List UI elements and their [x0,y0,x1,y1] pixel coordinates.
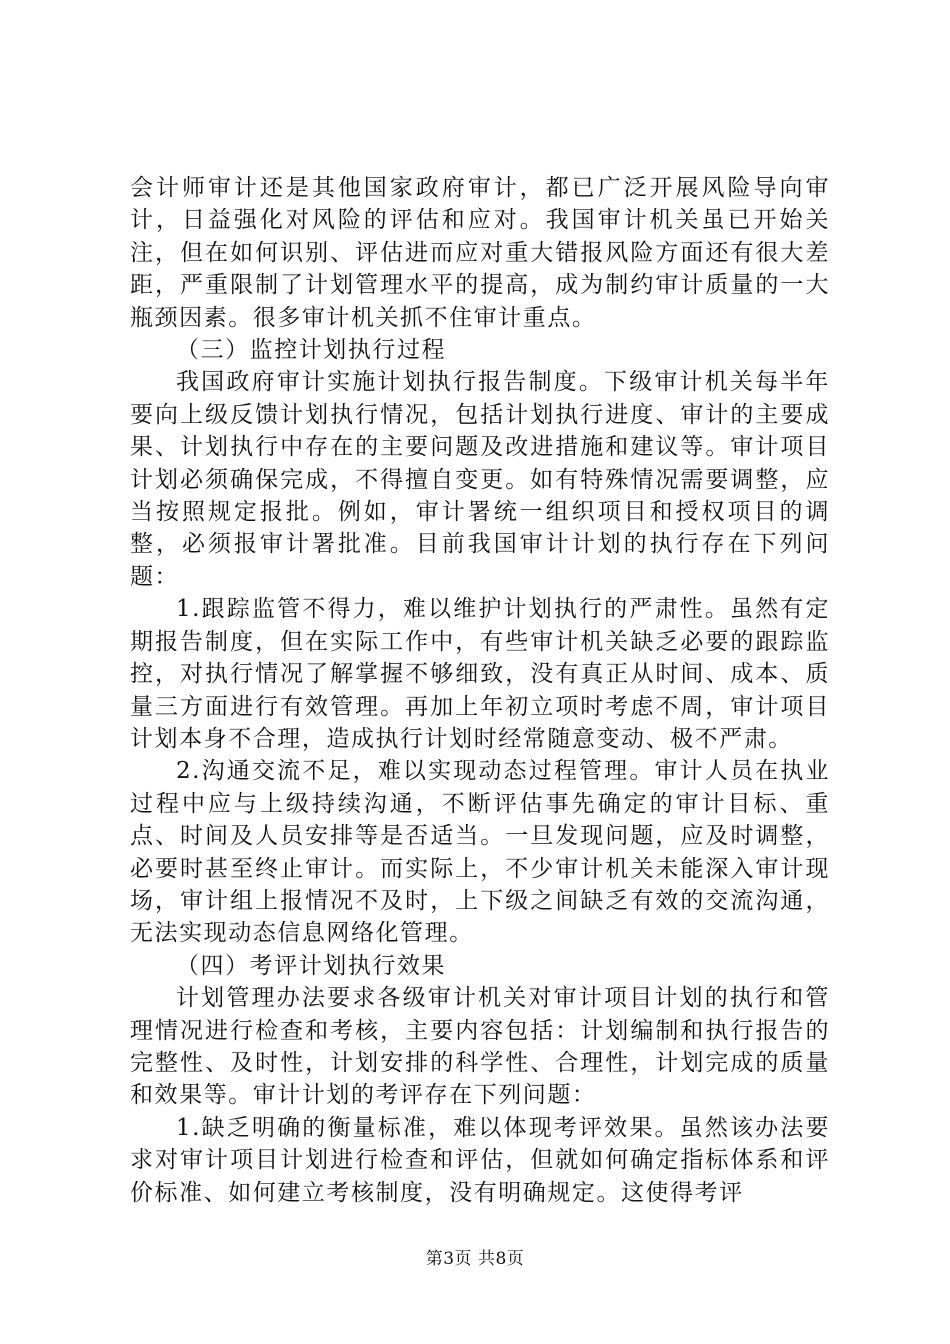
document-body [130,172,830,1209]
paragraph: 我国政府审计实施计划执行报告制度。下级审计机关每半年要向上级反馈计划执行情况，包括计划执行进度、审计的主要成果、计划执行中存在的主要问题及改进措施和建议等。审计项目计划必须确保完成，不得擅自变更。如有特殊情况需要调整，应当按照规定报批。例如，审计署统一组织项目和授权项目的调整，必须报审计署批准。目前我国审计计划的执行存在下列问题： [130,369,830,590]
paragraph-continuation: 会计师审计还是其他国家政府审计，都已广泛开展风险导向审计，日益强化对风险的评估和应对。我国审计机关虽已开始关注，但在如何识别、评估进而应对重大错报风险方面还有很大差距，严重限制了计划管理水平的提高，成为制约审计质量的一大瓶颈因素。很多审计机关抓不住审计重点。 [130,175,830,331]
paragraph: 计划管理办法要求各级审计机关对审计项目计划的执行和管理情况进行检查和考核，主要内容包括：计划编制和执行报告的完整性、及时性，计划安排的科学性、合理性，计划完成的质量和效果等。审计计划的考评存在下列问题： [130,985,830,1109]
section-heading-3: （三）监控计划执行过程 [176,337,447,364]
paragraph-item-1: 1.跟踪监管不得力，难以维护计划执行的严肃性。虽然有定期报告制度，但在实际工作中，有些审计机关缺乏必要的跟踪监控，对执行情况了解掌握不够细致，没有真正从时间、成本、质量三方面进行有效管理。再加上年初立项时考虑不周，审计项目计划本身不合理，造成执行计划时经常随意变动、极不严肃。 [130,596,830,752]
section-heading-4: （四）考评计划执行效果 [176,952,447,979]
paragraph-item-2: 2.沟通交流不足，难以实现动态过程管理。审计人员在执业过程中应与上级持续沟通，不断评估事先确定的审计目标、重点、时间及人员安排等是否适当。一旦发现问题，应及时调整，必要时甚至终止审计。而实际上，不少审计机关未能深入审计现场，审计组上报情况不及时，上下级之间缺乏有效的交流沟通，无法实现动态信息网络化管理。 [130,758,830,947]
page-footer: 第3页 共8页 [425,1249,525,1269]
paragraph-item-1: 1.缺乏明确的衡量标准，难以体现考评效果。虽然该办法要求对审计项目计划进行检查和评估，但就如何确定指标体系和评价标准、如何建立考核制度，没有明确规定。这使得考评 [130,1114,830,1206]
